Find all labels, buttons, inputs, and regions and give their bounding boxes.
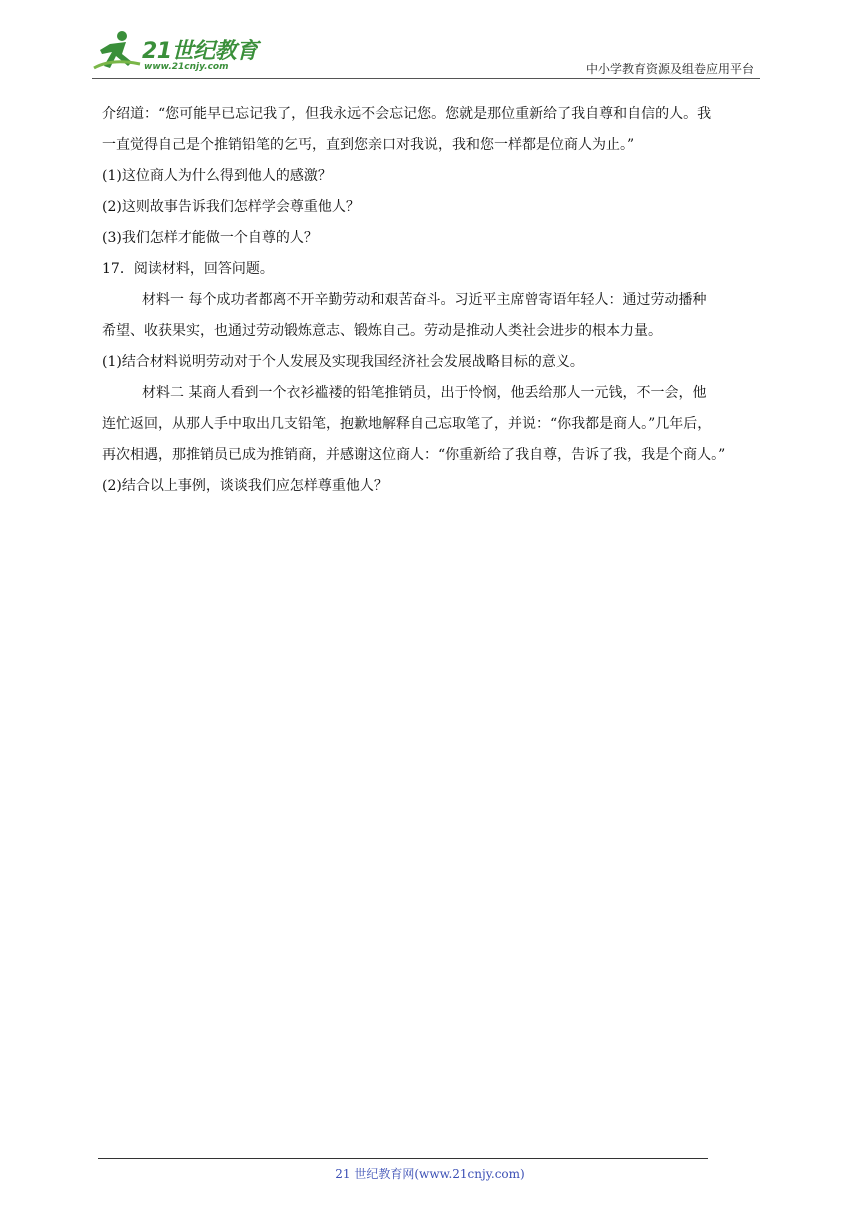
site-name: 中小学教育资源及组卷应用平台 (585, 62, 754, 76)
question-17-heading: 17．阅读材料，回答问题。 (102, 261, 274, 277)
page-header (92, 28, 760, 80)
material-1-line: 材料一 每个成功者都离不开辛勤劳动和艰苦奋斗。习近平主席曾寄语年轻人：通过劳动播种 (142, 292, 707, 308)
question-3: (3)我们怎样才能做一个自尊的人？ (102, 230, 318, 246)
material-1-line: 希望、收获果实，也通过劳动锻炼意志、锻炼自己。劳动是推动人类社会进步的根本力量。 (102, 323, 662, 339)
question-1: (1)这位商人为什么得到他人的感激？ (102, 168, 332, 184)
runner-logo-icon (92, 28, 144, 72)
question-2: (2)这则故事告诉我们怎样学会尊重他人？ (102, 199, 360, 215)
paragraph-line: 一直觉得自己是个推销铅笔的乞丐，直到您亲口对我说，我和您一样都是位商人为止。” (102, 137, 635, 153)
paragraph-line: 介绍道：“您可能早已忘记我了，但我永远不会忘记您。您就是那位重新给了我自尊和自信的人。我 (102, 106, 712, 122)
question-17-1: (1)结合材料说明劳动对于个人发展及实现我国经济社会发展战略目标的意义。 (102, 354, 584, 370)
logo-url: www.21cnjy.com (144, 62, 229, 72)
question-17-2: (2)结合以上事例，谈谈我们应怎样尊重他人？ (102, 478, 388, 494)
logo-text: 21世纪教育 (142, 39, 258, 64)
site-logo[interactable] (92, 28, 262, 76)
material-2-line: 再次相遇，那推销员已成为推销商，并感谢这位商人：“你重新给了我自尊，告诉了我，我是个商人。” (102, 447, 726, 463)
document-body (102, 102, 762, 505)
material-2-line: 材料二 某商人看到一个衣衫褴褛的铅笔推销员，出于怜悯，他丢给那人一元钱，不一会，他 (142, 385, 707, 401)
footer-divider (98, 1158, 708, 1159)
header-divider (92, 78, 760, 79)
material-2-line: 连忙返回，从那人手中取出几支铅笔，抱歉地解释自己忘取笔了，并说：“你我都是商人。”几年后， (102, 416, 712, 432)
footer-link[interactable]: 21 世纪教育网(www.21cnjy.com) (335, 1167, 525, 1181)
